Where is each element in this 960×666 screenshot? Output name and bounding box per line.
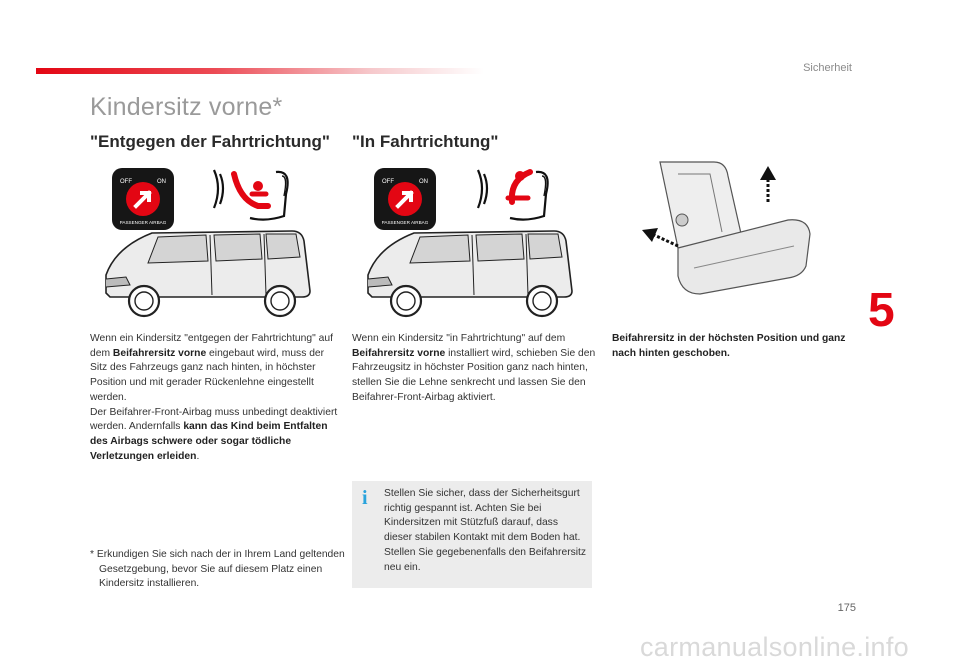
rearward-child-seat-icon	[206, 164, 301, 228]
airbag-caption-text: PASSENGER AIRBAG	[381, 220, 429, 225]
airbag-off-text: OFF	[120, 179, 132, 185]
seat-adjustment-illustration	[638, 158, 818, 300]
header-accent-bar	[36, 68, 484, 74]
airbag-caption-text: PASSENGER AIRBAG	[119, 220, 167, 225]
seat-position-caption: Beifahrersitz in der höchsten Position und ganz nach hinten geschoben.	[612, 333, 846, 359]
info-icon: i	[362, 487, 368, 509]
info-box	[352, 481, 592, 588]
forward-child-seat-icon	[470, 164, 565, 228]
info-box-text: Stellen Sie sicher, dass der Sicherheitsgurt richtig gespannt ist. Achten Sie bei Kindersitzen mit Stützfuß darauf, dass dieser stabilen Kontakt mit dem Boden hat. Stellen Sie gegebenenfalls den Beifahrersitz neu ein.	[384, 488, 587, 573]
airbag-on-label-icon	[374, 168, 436, 230]
airbag-on-text: ON	[419, 179, 428, 185]
van-illustration-middle	[358, 225, 580, 319]
bold-text-run: kann das Kind beim Entfalten des Airbags schwere oder sogar tödliche Verletzungen erleiden	[90, 421, 328, 462]
section-name: Sicherheit	[803, 62, 852, 74]
page-title: Kindersitz vorne*	[90, 93, 283, 121]
bold-text-run: Beifahrersitz vorne	[112, 347, 207, 359]
airbag-off-label-icon	[112, 168, 174, 230]
rearward-facing-paragraph	[90, 332, 340, 464]
heading-forward-facing: "In Fahrtrichtung"	[352, 132, 499, 151]
van-illustration-left	[96, 225, 318, 319]
text-run: eingebaut wird, muss der Sitz des Fahrzeugs ganz nach hinten, in höchster Position und mit gerader Rückenlehne eingestellt werden.	[90, 347, 325, 403]
text-run: Wenn ein Kindersitz "in Fahrtrichtung" auf dem	[352, 333, 566, 344]
heading-rearward-facing: "Entgegen der Fahrtrichtung"	[90, 132, 330, 151]
chapter-number: 5	[868, 284, 895, 337]
watermark-text: carmanualsonline.info	[640, 632, 909, 662]
airbag-off-text: OFF	[382, 179, 394, 185]
text-run: Wenn ein Kindersitz "entgegen der Fahrtrichtung" auf dem	[90, 333, 333, 359]
text-run: .	[196, 450, 200, 462]
text-run: installiert wird, schieben Sie den Fahrzeugsitz in höchster Position ganz nach hinten, stellen Sie die Lehne senkrecht und lassen Sie den Beifahrer-Front-Airbag aktiviert.	[352, 347, 596, 403]
airbag-on-text: ON	[157, 179, 166, 185]
page-number: 175	[837, 602, 856, 614]
footnote: * Erkundigen Sie sich nach der in Ihrem Land geltenden Gesetzgebung, bevor Sie auf diesem Platz einen Kindersitz installieren.	[90, 549, 345, 590]
text-run: Der Beifahrer-Front-Airbag muss unbedingt deaktiviert werden. Andernfalls	[90, 406, 338, 433]
forward-facing-paragraph	[352, 332, 597, 406]
bold-text-run: Beifahrersitz vorne	[352, 347, 446, 359]
